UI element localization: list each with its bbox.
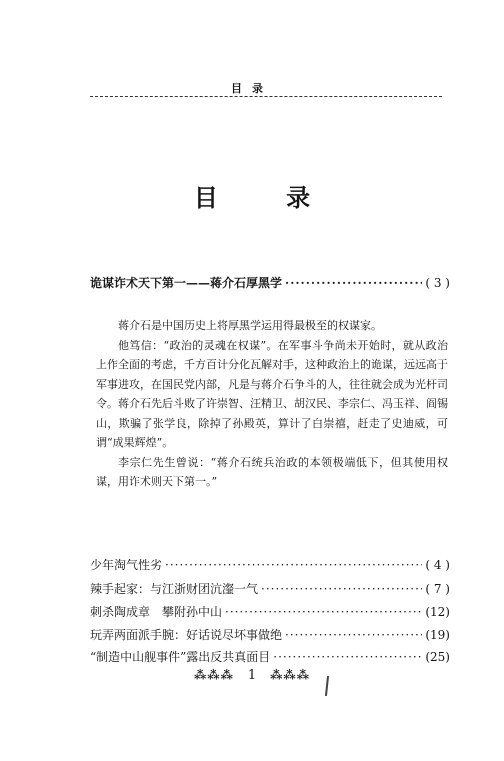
- toc-leader-dots: [273, 650, 422, 664]
- toc-entry-title: 诡谋诈术天下第一——蒋介石厚黑学: [90, 276, 283, 290]
- toc-entry-title: 玩弄两面派手腕：好话说尽坏事做绝: [90, 628, 283, 642]
- folio-ornament: ⁂⁂⁂: [270, 668, 310, 682]
- toc-entry-page: ( 3 ): [425, 276, 450, 290]
- toc-main-entry[interactable]: [90, 274, 450, 291]
- toc-entry-page: (12): [425, 605, 450, 619]
- folio-ornament: ⁂⁂⁂: [194, 668, 234, 682]
- header-divider: [90, 96, 442, 97]
- toc-entry[interactable]: [90, 580, 450, 597]
- toc-entry[interactable]: [90, 556, 450, 573]
- page-number: 1: [247, 668, 257, 683]
- toc-entry[interactable]: [90, 626, 450, 643]
- toc-entry-title: 辣手起家：与江浙财团沆瀣一气: [90, 582, 259, 596]
- summary-paragraph: 蒋介石是中国历史上将厚黑学运用得最极至的权谋家。: [118, 319, 382, 332]
- toc-leader-dots: [261, 582, 422, 596]
- toc-entry[interactable]: [90, 648, 450, 665]
- page-title: 目 录: [193, 183, 341, 212]
- running-head: 目录: [231, 82, 273, 95]
- toc-leader-dots: [285, 276, 422, 290]
- chapter-summary: [96, 316, 448, 492]
- page-folio: [0, 668, 504, 683]
- toc-entry-page: (25): [425, 650, 450, 664]
- toc-leader-dots: [225, 605, 422, 619]
- toc-entry-title: 少年淘气性劣: [90, 558, 163, 572]
- toc-entry-title: “制造中山舰事件”露出反共真面目: [90, 650, 271, 664]
- toc-entry-page: (19): [425, 628, 450, 642]
- toc-leader-dots: [285, 628, 422, 642]
- summary-paragraph: 他笃信：“政治的灵魂在权谋”。在军事斗争尚未开始时，就从政治上作全面的考虑，千方百计分化瓦解对手，这种政治上的诡谋，远远高于军事进攻，在国民党内部，凡是与蒋介石争斗的人，往往就会成为光杆司令。蒋介石先后斗败了许崇智、汪精卫、胡汉民、李宗仁、冯玉祥、阎锡山，欺骗了张学良，除掉了孙殿英，算计了白崇禧，赶走了史迪威，可谓“成果辉煌”。: [96, 338, 448, 449]
- summary-paragraph: 李宗仁先生曾说：“蒋介石统兵治政的本领极端低下，但其使用权谋，用诈术则天下第一。”: [96, 455, 448, 488]
- toc-leader-dots: [165, 558, 422, 572]
- toc-entry-page: ( 7 ): [425, 582, 450, 596]
- toc-entry[interactable]: [90, 603, 450, 620]
- toc-entry-page: ( 4 ): [425, 558, 450, 572]
- toc-entry-title: 刺杀陶成章 攀附孙中山: [90, 605, 223, 619]
